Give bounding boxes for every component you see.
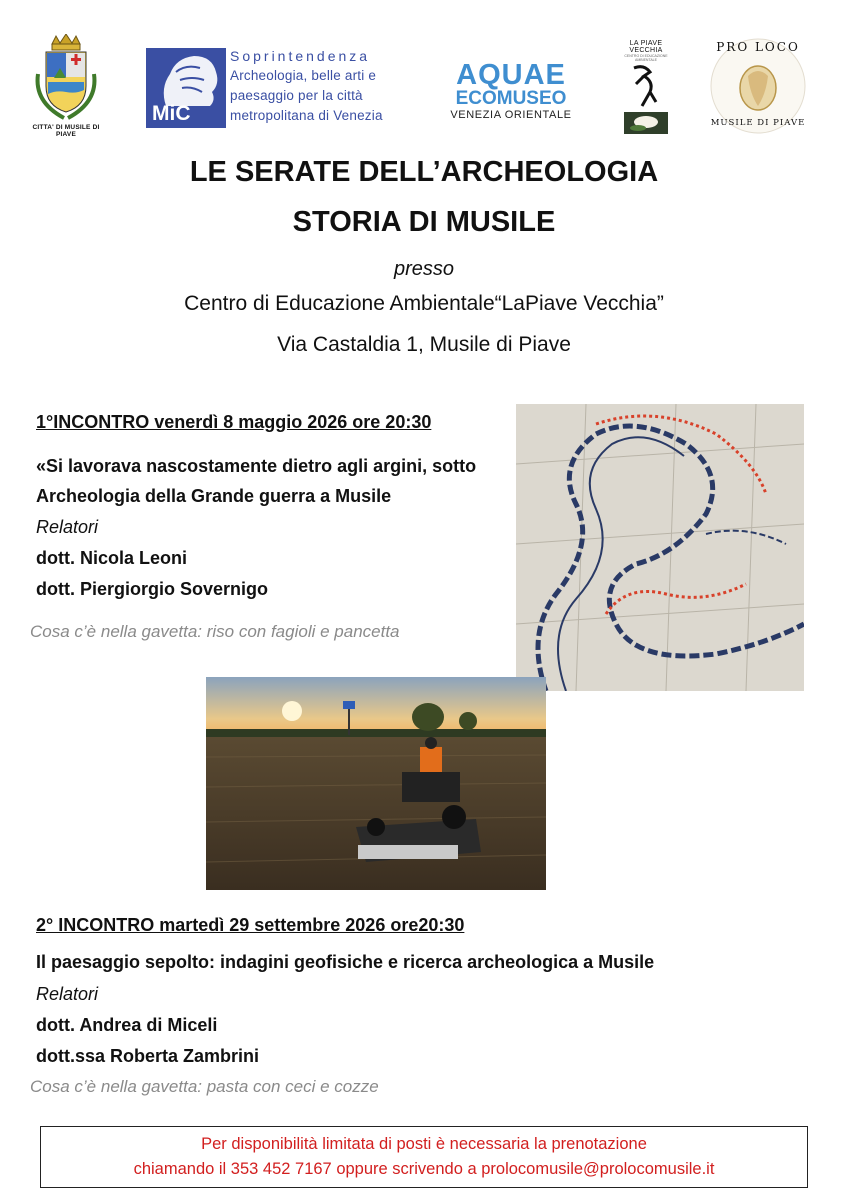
meeting-1-speaker-2: dott. Piergiorgio Sovernigo — [36, 579, 269, 599]
piave-line-1: LA PIAVE VECCHIA — [629, 40, 663, 54]
booking-line-1: Per disponibilità limitata di posti è necessaria la prenotazione — [201, 1135, 647, 1153]
page-title: LE SERATE DELL’ARCHEOLOGIA — [189, 156, 659, 188]
aquae-line-3: VENEZIA ORIENTALE — [450, 109, 572, 121]
comune-caption: CITTA' DI MUSILE DI PIAVE — [32, 124, 100, 138]
meeting-1-heading: 1°INCONTRO venerdì 8 maggio 2026 ore 20:30 — [36, 412, 432, 432]
pro-loco-top-text: PRO LOCO — [716, 40, 800, 54]
venue-name: Centro di Educazione Ambientale“LaPiave Vecchia” — [184, 292, 664, 315]
booking-notice-box — [40, 1126, 808, 1188]
page-subtitle: STORIA DI MUSILE — [292, 206, 556, 238]
presso-label: presso — [393, 258, 455, 280]
historic-map-image — [516, 404, 804, 691]
map-illustration — [516, 404, 804, 691]
aquae-line-2: ECOMUSEO — [455, 88, 567, 109]
meeting-1-gavetta: Cosa c’è nella gavetta: riso con fagioli e pancetta — [30, 622, 400, 641]
heron-icon — [614, 62, 678, 136]
mic-badge-text: MiC — [152, 102, 191, 125]
piave-vecchia-logo — [614, 40, 678, 132]
geophysics-field-photo — [206, 677, 546, 890]
mic-line-4: metropolitana di Venezia — [230, 108, 383, 123]
mic-line-1: Soprintendenza — [230, 48, 371, 64]
venue-address: Via Castaldia 1, Musile di Piave — [277, 333, 571, 356]
mic-line-2: Archeologia, belle arti e — [230, 68, 377, 83]
mic-badge — [146, 48, 226, 128]
meeting-1-talk-line-2: Archeologia della Grande guerra a Musile — [36, 486, 392, 506]
meeting-2-speaker-2: dott.ssa Roberta Zambrini — [36, 1046, 260, 1066]
mic-logo — [146, 46, 408, 132]
piave-line-2: CENTRO DI EDUCAZIONE AMBIENTALE — [624, 54, 668, 62]
aquae-line-1: AQUAE — [456, 59, 566, 91]
mic-text-block — [230, 46, 383, 126]
meeting-2-relatori-label: Relatori — [36, 984, 99, 1004]
comune-logo — [24, 34, 108, 138]
meeting-2-speaker-1: dott. Andrea di Miceli — [36, 1015, 218, 1035]
meeting-2-talk-line-1: Il paesaggio sepolto: indagini geofisiche e ricerca archeologica a Musile — [36, 952, 655, 972]
meeting-1-speaker-1: dott. Nicola Leoni — [36, 548, 187, 568]
booking-line-2: chiamando il 353 452 7167 oppure scrivendo a prolocomusile@prolocomusile.it — [133, 1160, 715, 1178]
pro-loco-bottom-text: MUSILE DI PIAVE — [710, 118, 806, 128]
meeting-1-talk-line-1: «Si lavorava nascostamente dietro agli argini, sotto — [36, 456, 477, 476]
pro-loco-logo — [708, 36, 808, 136]
aquae-logo — [440, 60, 582, 130]
coat-of-arms-icon — [24, 34, 108, 124]
meeting-2-gavetta: Cosa c’è nella gavetta: pasta con ceci e cozze — [30, 1077, 379, 1096]
meeting-2-heading: 2° INCONTRO martedì 29 settembre 2026 ore20:30 — [36, 915, 465, 935]
meeting-1-relatori-label: Relatori — [36, 517, 99, 537]
head-profile-icon — [146, 48, 226, 108]
mic-line-3: paesaggio per la città — [230, 88, 363, 103]
photo-illustration — [206, 677, 546, 890]
